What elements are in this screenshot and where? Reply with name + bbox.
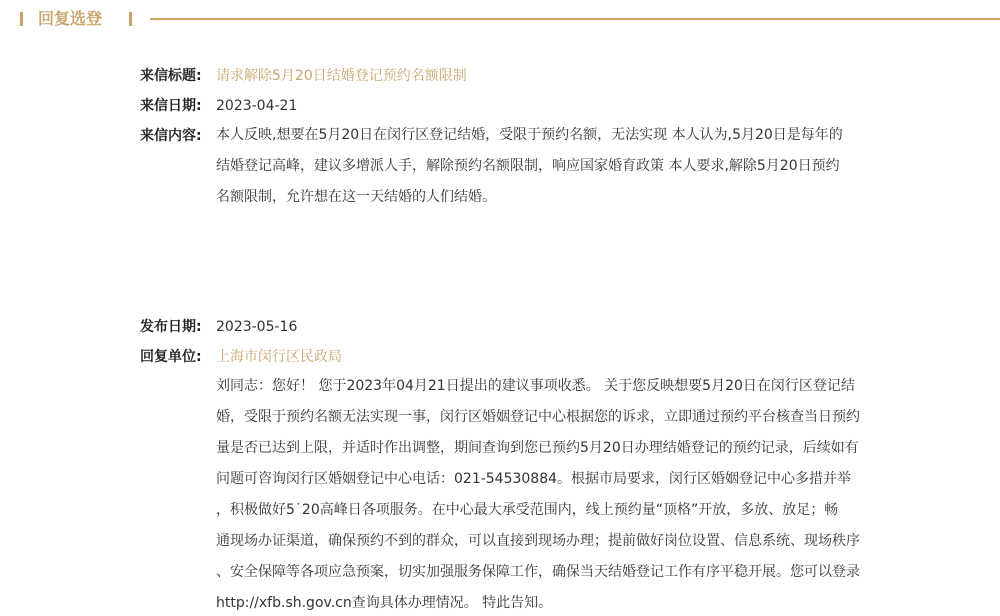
header-rule-line <box>150 18 1000 20</box>
letter-content-label: 来信内容: <box>140 128 202 144</box>
section-header <box>0 0 1000 40</box>
letter-content-line: 本人反映,想要在5月20日在闵行区登记结婚，受限于预约名额，无法实现 本人认为,5月20日是每年的 <box>216 127 843 143</box>
letter-content-line: 结婚登记高峰，建议多增派人手，解除预约名额限制，响应国家婚育政策 本人要求,解除5月20日预约 <box>216 158 840 174</box>
letter-title-value: 请求解除5月20日结婚登记预约名额限制 <box>216 68 467 84</box>
reply-unit-label: 回复单位: <box>140 349 202 365</box>
section-title: 回复选登 <box>38 9 103 28</box>
reply-content-line: 刘同志：您好！ 您于2023年04月21日提出的建议事项收悉。 关于您反映想要5月20日在闵行区登记结 <box>216 378 855 394</box>
letter-content-line: 名额限制，允许想在这一天结婚的人们结婚。 <box>216 189 496 205</box>
letter-date-value: 2023-04-21 <box>216 98 298 114</box>
letter-content-text <box>216 120 916 213</box>
publish-date-label: 发布日期: <box>140 319 202 335</box>
letter-date-label: 来信日期: <box>140 98 202 114</box>
reply-content-line: 婚，受限于预约名额无法实现一事，闵行区婚姻登记中心根据您的诉求，立即通过预约平台核查当日预约 <box>216 409 860 425</box>
header-divider-bar <box>20 12 23 26</box>
reply-content-line: ，积极做好5˙20高峰日各项服务。在中心最大承受范围内，线上预约量“顶格”开放，多放、放足；畅 <box>216 502 839 518</box>
reply-content-line: 通现场办证渠道，确保预约不到的群众，可以直接到现场办理；提前做好岗位设置、信息系统、现场秩序 <box>216 533 860 549</box>
reply-content-text <box>216 371 936 616</box>
letter-title-label: 来信标题: <box>140 68 202 84</box>
reply-content-line: 、安全保障等各项应急预案，切实加强服务保障工作，确保当天结婚登记工作有序平稳开展。您可以登录 <box>216 564 860 580</box>
header-divider-bar <box>129 12 132 26</box>
reply-content-line: 问题可咨询闵行区婚姻登记中心电话：021-54530884。根据市局要求，闵行区婚姻登记中心多措并举 <box>216 471 852 487</box>
reply-content-line: 量是否已达到上限，并适时作出调整，期间查询到您已预约5月20日办理结婚登记的预约记录，后续如有 <box>216 440 859 456</box>
publish-date-value: 2023-05-16 <box>216 319 298 335</box>
reply-unit-value: 上海市闵行区民政局 <box>216 349 342 365</box>
reply-content-line: http://xfb.sh.gov.cn查询具体办理情况。 特此告知。 <box>216 595 553 611</box>
